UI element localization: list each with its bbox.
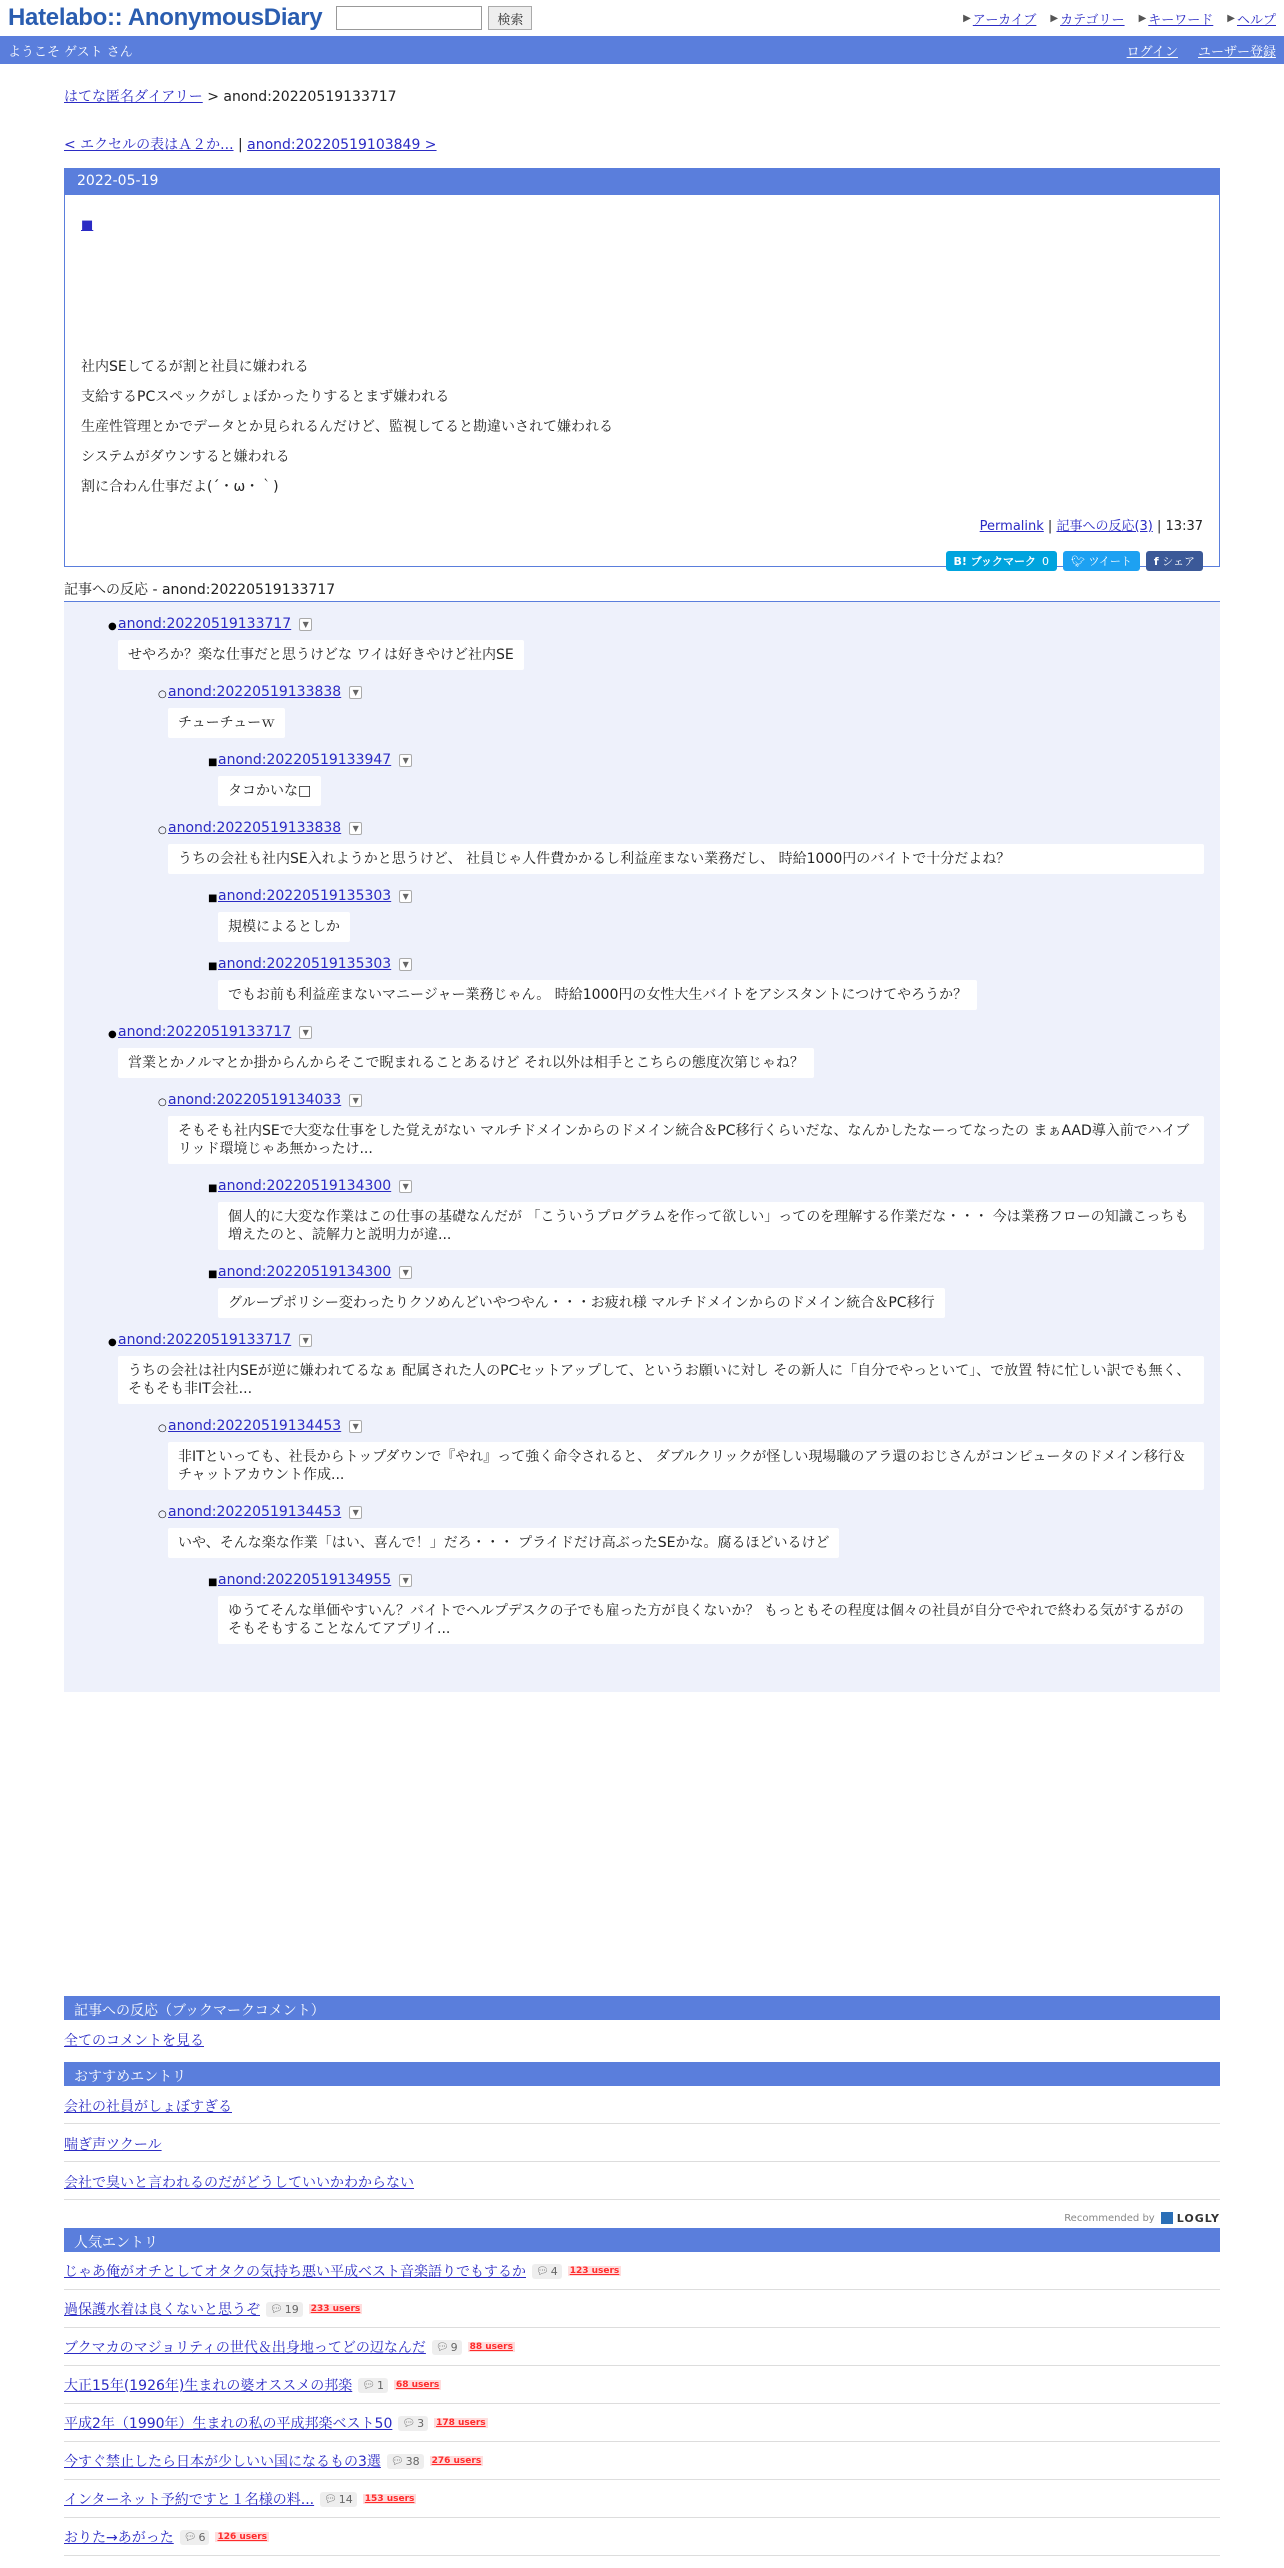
entry-meta: Permalink | 記事への反応(3) | 13:37 (979, 519, 1203, 534)
comment-count-value: 14 (338, 2492, 353, 2506)
popular-entry (64, 2328, 1220, 2366)
reaction-id-link[interactable]: anond:20220519133838 (168, 820, 342, 836)
reaction-id-link[interactable]: anond:20220519133838 (168, 684, 342, 700)
comment-count[interactable] (320, 2492, 357, 2507)
reaction-item (158, 684, 1204, 820)
logly-brand: LOGLY (1176, 2211, 1220, 2225)
reaction-header (168, 684, 1204, 700)
comment-count-value: 3 (417, 2416, 425, 2430)
reaction-header (218, 888, 1204, 904)
comment-count[interactable] (432, 2340, 462, 2355)
bookmark-users-badge[interactable]: 178 users (436, 2418, 486, 2428)
reaction-id-link[interactable]: anond:20220519134300 (218, 1178, 392, 1194)
hatena-bookmark-button[interactable] (946, 551, 1057, 571)
popular-entry (64, 2442, 1220, 2480)
breadcrumb-separator: > (207, 89, 219, 105)
reaction-header (218, 1178, 1204, 1194)
welcome-text: ようこそ ゲスト さん (8, 44, 133, 60)
reaction-item (208, 888, 1204, 956)
dropdown-icon[interactable]: ▼ (399, 1180, 412, 1193)
reaction-id-link[interactable]: anond:20220519133717 (118, 1332, 292, 1348)
popular-entry-link[interactable]: 平成2年（1990年）生まれの私の平成邦楽ベスト50 (64, 2416, 393, 2432)
reaction-excerpt: 個人的に大変な作業はこの仕事の基礎なんだが 「こういうプログラムを作って欲しい」ってのを理解する作業だな・・・ 今は業務フローの知識こっちも増えたのと、読解力と説明力が違... (218, 1202, 1204, 1250)
arrow-icon: ▶ (963, 12, 971, 24)
reaction-header (168, 1092, 1204, 1108)
reaction-content (168, 1092, 1204, 1332)
dropdown-icon[interactable]: ▼ (349, 686, 362, 699)
login-link[interactable]: ログイン (1126, 44, 1178, 60)
reaction-item (108, 1024, 1204, 1332)
popular-entry-link[interactable]: 大正15年(1926年)生まれの婆オススメの邦楽 (64, 2378, 353, 2394)
dropdown-icon[interactable]: ▼ (349, 1420, 362, 1433)
reaction-header (218, 1572, 1204, 1588)
bullet-icon: ● (108, 1337, 117, 1348)
arrow-icon: ▶ (1227, 12, 1235, 24)
popular-entry (64, 2480, 1220, 2518)
bookmark-users-badge[interactable]: 123 users (569, 2266, 620, 2276)
reaction-header (168, 1504, 1204, 1520)
dropdown-icon[interactable]: ▼ (349, 822, 362, 835)
reaction-header (168, 820, 1204, 836)
speech-bubble-icon: 💬︎ (390, 2455, 404, 2467)
nav-archive[interactable]: アーカイブ (972, 12, 1037, 28)
speech-bubble-icon: 💬︎ (362, 2379, 375, 2391)
comment-count-value: 1 (376, 2378, 384, 2392)
speech-bubble-icon: 💬︎ (183, 2531, 197, 2543)
reaction-content (218, 752, 1204, 820)
bullet-icon: ○ (158, 1097, 167, 1108)
breadcrumb-root[interactable]: はてな匿名ダイアリー (64, 89, 203, 105)
register-link[interactable]: ユーザー登録 (1197, 44, 1276, 60)
arrow-icon: ▶ (1050, 12, 1059, 24)
bullet-icon: ■ (208, 1183, 218, 1194)
reaction-excerpt: ゆうてそんな単価やすいん？バイトでヘルプデスクの子でも雇った方が良くないか？ もっともその程度は個々の社員が自分でやれで終わる気がするがの そもそもすることなんてアプリイ... (218, 1596, 1204, 1644)
dropdown-icon[interactable]: ▼ (299, 1334, 312, 1347)
reaction-children (118, 1418, 1204, 1658)
bullet-icon: ■ (208, 757, 218, 768)
bullet-icon: ○ (158, 1509, 167, 1520)
reaction-excerpt: いや、そんな楽な作業「はい、喜んで！」だろ・・・ プライドだけ高ぶったSEかな。腐るほどいるけど (168, 1528, 839, 1558)
pager-separator: | (237, 137, 243, 153)
bookmark-users-badge[interactable]: 153 users (364, 2494, 415, 2504)
site-header (0, 0, 1284, 36)
popular-section (64, 2228, 1220, 2556)
recommended-section (64, 2062, 1220, 2228)
recommended-by-label: Recommended by (1064, 2212, 1155, 2224)
entry-body (65, 195, 1219, 566)
arrow-icon: ▶ (1138, 12, 1147, 24)
comment-count-value: 19 (284, 2302, 299, 2316)
bookmark-users-badge[interactable]: 126 users (217, 2532, 268, 2542)
popular-entry-link[interactable]: 過保護水着は良くないと思うぞ (64, 2302, 260, 2318)
reaction-excerpt: うちの会社も社内SE入れようかと思うけど、 社員じゃ人件費かかるし利益産まない業務だし、 時給1000円のバイトで十分だよね？ (168, 844, 1204, 874)
reaction-item (108, 616, 1204, 1024)
reaction-content (218, 956, 1204, 1024)
comment-count[interactable] (532, 2264, 562, 2279)
reaction-content (118, 1024, 1204, 1332)
entry-time: 13:37 (1165, 519, 1203, 534)
comment-count[interactable] (358, 2378, 388, 2393)
popular-list (64, 2252, 1220, 2556)
reaction-excerpt: うちの会社は社内SEが逆に嫌われてるなぁ 配属された人のPCセットアップして、というお願いに対し その新人に「自分でやっといて」、で放置 特に忙しい訳でも無く、そもそも非IT会社... (118, 1356, 1204, 1404)
reaction-id-link[interactable]: anond:20220519134453 (168, 1504, 342, 1520)
reaction-children (168, 1572, 1204, 1658)
dropdown-icon[interactable]: ▼ (399, 1574, 412, 1587)
nav-category[interactable]: カテゴリー (1060, 12, 1125, 28)
reaction-children (168, 752, 1204, 820)
entry-line: システムがダウンすると嫌われる (81, 449, 290, 465)
popular-entry-link[interactable]: インターネット予約ですと１名様の料... (64, 2492, 315, 2508)
reaction-item (158, 1504, 1204, 1658)
nav-keyword[interactable]: キーワード (1148, 12, 1214, 28)
reaction-item (158, 1418, 1204, 1504)
reaction-content (168, 684, 1204, 820)
reaction-content (218, 1178, 1204, 1264)
bookmark-users-badge[interactable]: 276 users (431, 2456, 482, 2466)
entry-line: 生産性管理とかでデータとか見られるんだけど、監視してると勘違いされて嫌われる (81, 419, 613, 435)
reaction-header (118, 1024, 1204, 1040)
reaction-id-link[interactable]: anond:20220519133717 (118, 616, 292, 632)
reaction-item (208, 752, 1204, 820)
reaction-content (218, 1264, 1204, 1332)
logly-icon (1161, 2212, 1173, 2224)
popular-entry (64, 2404, 1220, 2442)
comment-count[interactable] (266, 2302, 303, 2317)
reaction-content (118, 1332, 1204, 1658)
reaction-children (118, 1092, 1204, 1332)
comment-count-value: 9 (450, 2340, 458, 2354)
speech-bubble-icon: 💬︎ (402, 2417, 416, 2429)
popular-entry-link[interactable]: じゃあ俺がオチとしてオタクの気持ち悪い平成ベスト音楽語りでもするか (64, 2264, 526, 2280)
facebook-share-label: シェア (1162, 555, 1195, 568)
breadcrumb-current: anond:20220519133717 (223, 89, 397, 105)
entry-anchor-link[interactable]: ■ (81, 218, 94, 233)
reaction-content (168, 1504, 1204, 1658)
prev-entry-link[interactable]: < エクセルの表はＡ２か... (64, 137, 234, 153)
reaction-excerpt: 非ITといっても、社長からトップダウンで『やれ』って強く命令されると、 ダブルクリックが怪しい現場職のアラ還のおじさんがコンピュータのドメイン移行＆チャットアカウント作成... (168, 1442, 1204, 1490)
reaction-item (208, 1572, 1204, 1658)
popular-entry (64, 2366, 1220, 2404)
reaction-excerpt: グループポリシー変わったりクソめんどいやつやん・・・お疲れ様 マルチドメインからのドメイン統合＆PC移行 (218, 1288, 945, 1318)
reaction-excerpt: でもお前も利益産まないマニージャー業務じゃん。 時給1000円の女性大生バイトをアシスタントにつけてやろうか？ (218, 980, 977, 1010)
reaction-id-link[interactable]: anond:20220519134453 (168, 1418, 342, 1434)
popular-entry-link[interactable]: 今すぐ禁止したら日本が少しいい国になるもの3選 (64, 2454, 381, 2470)
bookmark-users-badge[interactable]: 233 users (310, 2304, 361, 2314)
reaction-item (208, 1178, 1204, 1264)
popular-entry-link[interactable]: ブクマカのマジョリティの世代＆出身地ってどの辺なんだ (64, 2340, 426, 2356)
comment-count-value: 38 (405, 2454, 420, 2468)
recommended-entry-link[interactable]: 会社の社員がしょぼすぎる (64, 2099, 232, 2115)
reaction-header (218, 752, 1204, 768)
bullet-icon: ● (108, 621, 117, 632)
search-input[interactable] (336, 6, 482, 30)
dropdown-icon[interactable]: ▼ (299, 1026, 312, 1039)
dropdown-icon[interactable]: ▼ (399, 754, 412, 767)
nav-help[interactable]: ヘルプ (1236, 12, 1276, 28)
reaction-id-link[interactable]: anond:20220519134300 (218, 1264, 392, 1280)
bullet-icon: ○ (158, 825, 167, 836)
speech-bubble-icon: 💬︎ (324, 2493, 337, 2505)
entry-date: 2022-05-19 (65, 169, 1219, 195)
reaction-excerpt: そもそも社内SEで大変な仕事をした覚えがない マルチドメインからのドメイン統合＆PC移行くらいだな、なんかしたなーってなったの まぁAAD導入前でハイブリッド環境じゃあ無かったけ... (168, 1116, 1204, 1164)
search-button[interactable]: 検索 (488, 6, 532, 30)
reaction-content (218, 888, 1204, 956)
bookmark-users-badge[interactable]: 88 users (469, 2342, 513, 2352)
bookmark-comments-header: 記事への反応（ブックマークコメント） (64, 1996, 1220, 2020)
bullet-icon: ■ (208, 961, 218, 972)
reaction-item (208, 956, 1204, 1024)
twitter-bird-icon: 🐦︎ (1071, 554, 1085, 568)
hatena-bookmark-count: 0 (1042, 554, 1049, 568)
reaction-id-link[interactable]: anond:20220519135303 (218, 888, 392, 904)
reaction-id-link[interactable]: anond:20220519134955 (218, 1572, 392, 1588)
bookmark-users-badge[interactable]: 68 users (395, 2380, 440, 2390)
speech-bubble-icon: 💬︎ (536, 2265, 549, 2277)
bullet-icon: ■ (208, 893, 218, 904)
reaction-item (208, 1264, 1204, 1332)
reaction-excerpt: せやろか？楽な仕事だと思うけどな ワイは好きやけど社内SE (118, 640, 524, 670)
reaction-content (168, 1418, 1204, 1504)
tweet-button[interactable] (1063, 551, 1140, 571)
reactions-tree-title: 記事への反応 - anond:20220519133717 (64, 579, 1220, 602)
user-bar (0, 36, 1284, 64)
recommended-entry-link[interactable]: 喘ぎ声ツクール (64, 2137, 162, 2153)
reaction-id-link[interactable]: anond:20220519133717 (118, 1024, 292, 1040)
hatena-bookmark-label: B! ブックマーク (953, 555, 1036, 568)
dropdown-icon[interactable]: ▼ (399, 1266, 412, 1279)
reaction-header (218, 956, 1204, 972)
reaction-header (118, 616, 1204, 632)
reaction-header (168, 1418, 1204, 1434)
dropdown-icon[interactable]: ▼ (349, 1506, 362, 1519)
bullet-icon: ■ (208, 1269, 218, 1280)
reaction-header (118, 1332, 1204, 1348)
dropdown-icon[interactable]: ▼ (399, 890, 412, 903)
reaction-header (218, 1264, 1204, 1280)
comment-count-value: 6 (198, 2530, 206, 2544)
comment-count-value: 4 (550, 2264, 558, 2278)
reaction-excerpt: タコかいな□ (218, 776, 321, 806)
popular-entry (64, 2252, 1220, 2290)
main-content (64, 86, 1220, 2556)
reaction-children (168, 1178, 1204, 1332)
site-logo[interactable]: Hatelabo:: AnonymousDiary (8, 4, 323, 31)
facebook-share-button[interactable] (1146, 551, 1203, 571)
reactions-tree (64, 602, 1220, 1692)
reaction-content (218, 1572, 1204, 1658)
dropdown-icon[interactable]: ▼ (299, 618, 312, 631)
entry-line: 割に合わん仕事だよ(´・ω・｀) (81, 479, 279, 495)
reaction-id-link[interactable]: anond:20220519135303 (218, 956, 392, 972)
next-entry-link[interactable]: anond:20220519103849 > (247, 137, 437, 153)
bullet-icon: ○ (158, 689, 167, 700)
reaction-content (118, 616, 1204, 1024)
comment-count[interactable] (387, 2454, 424, 2469)
share-buttons (946, 551, 1203, 571)
reaction-excerpt: 規模によるとしか (218, 912, 350, 942)
reaction-id-link[interactable]: anond:20220519133947 (218, 752, 392, 768)
reaction-item (108, 1332, 1204, 1658)
all-comments-link[interactable]: 全てのコメントを見る (64, 2033, 204, 2049)
breadcrumb (64, 86, 1220, 106)
bullet-icon: ○ (158, 1423, 167, 1434)
reaction-excerpt: チューチューｗ (168, 708, 285, 738)
permalink[interactable]: Permalink (979, 519, 1044, 534)
recommended-by (64, 2200, 1220, 2228)
bullet-icon: ■ (208, 1577, 218, 1588)
entry-line: 支給するPCスペックがしょぼかったりするとまず嫌われる (81, 389, 450, 405)
tweet-label: ツイート (1088, 555, 1132, 568)
comment-count[interactable] (180, 2530, 210, 2545)
recommended-header: おすすめエントリ (64, 2062, 1220, 2086)
facebook-icon: f (1153, 554, 1159, 568)
bullet-icon: ● (108, 1029, 117, 1040)
dropdown-icon[interactable]: ▼ (399, 958, 412, 971)
reaction-item (158, 820, 1204, 1024)
entry-text (81, 357, 613, 507)
popular-entry-link[interactable]: おりた→あがった (64, 2530, 174, 2546)
entry-pager (64, 134, 1220, 154)
reaction-item (158, 1092, 1204, 1332)
reaction-children (118, 684, 1204, 1024)
logly-logo[interactable] (1161, 2212, 1220, 2225)
reaction-children (168, 888, 1204, 1024)
comment-count[interactable] (398, 2416, 428, 2431)
speech-bubble-icon: 💬︎ (270, 2303, 283, 2315)
reaction-excerpt: 営業とかノルマとか掛からんからそこで睨まれることあるけど それ以外は相手とこちらの態度次第じゃね？ (118, 1048, 814, 1078)
reactions-link[interactable]: 記事への反応(3) (1056, 519, 1153, 534)
popular-entry (64, 2518, 1220, 2556)
popular-header: 人気エントリ (64, 2228, 1220, 2252)
popular-entry (64, 2290, 1220, 2328)
recommended-entry-link[interactable]: 会社で臭いと言われるのだがどうしていいかわからない (64, 2175, 414, 2191)
entry-line: 社内SEしてるが割と社員に嫌われる (81, 359, 309, 375)
reaction-id-link[interactable]: anond:20220519134033 (168, 1092, 342, 1108)
speech-bubble-icon: 💬︎ (435, 2341, 449, 2353)
bookmark-comments-section (64, 1996, 1220, 2062)
reaction-content (168, 820, 1204, 1024)
dropdown-icon[interactable]: ▼ (349, 1094, 362, 1107)
entry-box (64, 168, 1220, 567)
top-nav (963, 9, 1276, 28)
